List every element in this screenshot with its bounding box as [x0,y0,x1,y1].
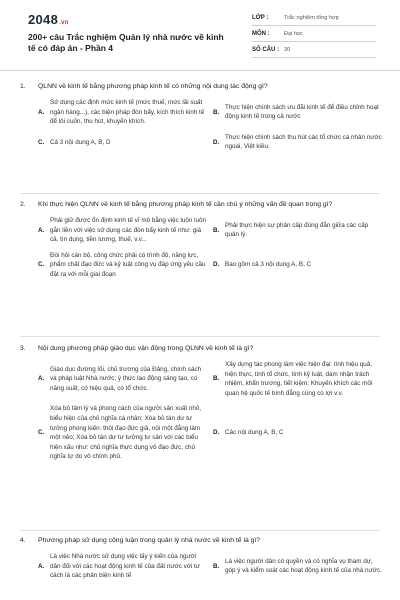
question-text: QLNN về kinh tế bằng phương pháp kinh tế có những nội dung tác động gì? [38,83,268,90]
question-header [20,200,382,210]
logo-main-text: 2048 [28,12,59,27]
document-meta [252,10,376,58]
options-grid [38,98,382,152]
question-4 [20,536,382,581]
option-letter: D. [213,261,220,269]
question-1 [20,82,382,152]
option-letter: D. [213,138,220,146]
option-text: Thực hiện chính sách thu hút các tổ chức cá nhân nước ngoài, Việt kiều. [225,133,382,151]
question-2 [20,200,382,280]
option-a[interactable] [38,552,207,581]
option-c[interactable] [38,404,207,462]
option-d[interactable] [213,251,382,280]
option-d[interactable] [213,133,382,152]
option-b[interactable] [213,216,382,245]
option-text: Là việc người dân có quyền và có nghĩa vụ tham dự, góp ý và kiểm soát các hoạt động kinh tế của nhà nước. [225,557,382,575]
meta-label: SỐ CÂU : [252,46,279,53]
option-letter: C. [38,138,45,146]
question-text: Phương pháp sử dụng công luận trong quản lý nhà nước về kinh tế là gì? [38,537,261,544]
option-text: Thực hiện chính sách ưu đãi kinh tế để điều chỉnh hoạt động kinh tế trong cả nước [225,103,379,121]
option-text: Giáo dục đường lối, chủ trương của Đảng, chính sách và pháp luật Nhà nước; ý thức lao động sáng tạo, có năng suất, có hiệu quả, có tổ chức. [50,365,202,392]
question-number: 1. [20,83,26,90]
option-text: Xây dựng tác phong làm việc hiện đại: tính hiệu quả, hiện thực, tính tổ chức, tính kỷ luật, dám nhận trách nhiệm, khẩn trương, tiết kiệm; Khuyến khích các mối quan hệ quốc tế bình đẳng cùng có lợi v.v. [225,361,373,397]
meta-label: LỚP : [252,14,269,21]
question-number: 2. [20,201,26,208]
option-d[interactable] [213,404,382,462]
meta-value: Trắc nghiệm tổng hợp [284,14,339,21]
options-grid [38,552,382,581]
question-header [20,82,382,92]
meta-row-class [252,10,376,26]
option-letter: B. [213,108,220,116]
option-letter: A. [38,375,45,383]
option-a[interactable] [38,360,207,398]
meta-row-count [252,42,376,58]
option-text: Xóa bỏ tâm lý và phong cách của người sản xuất nhỏ, biểu hiện của chủ nghĩa cá nhân; Xóa bỏ tàn dư tư tưởng phong kiến: thói đạo đức giả, nói một đằng làm một nẻo; Xóa bỏ tàn dư tư tưởng tư sản với các biểu hiện xấu như: chủ nghĩa thực dụng vô đạo đức, chủ nghĩa tự do vô chính phủ. [50,405,202,461]
question-header [20,536,382,546]
question-header [20,344,382,354]
document-title: 200+ câu Trắc nghiệm Quản lý nhà nước về kinh tế có đáp án - Phần 4 [28,32,224,53]
question-number: 4. [20,537,26,544]
meta-row-subject [252,26,376,42]
option-text: Các nội dung A, B, C [225,429,284,437]
option-text: Phải giữ được ổn định kinh tế vĩ mô bằng việc luôn luôn gắn liền với việc sử dụng các đòn bẩy kinh tế như: giá cả, tín dụng, tiền lương, thuế, v.v... [50,217,207,244]
option-text: Bao gồm cả 3 nội dung A, B, C [225,261,312,269]
option-c[interactable] [38,133,207,152]
question-text: Nội dung phương pháp giáo dục vận động trong QLNN về kinh tế là gì? [38,345,254,352]
options-grid [38,216,382,280]
option-a[interactable] [38,216,207,245]
option-letter: B. [213,226,220,234]
options-grid [38,360,382,462]
option-letter: C. [38,429,45,437]
option-letter: D. [213,429,220,437]
option-text: Là việc Nhà nước sử dụng việc lấy ý kiến của người dân đối với các hoạt động kinh tế của đất nước với tư cách là các phản biện kinh tế [50,553,200,580]
question-text: Khi thực hiện QLNN về kinh tế bằng phương pháp kinh tế cần chú ý những vấn đề quan trọng gì? [38,201,333,208]
option-letter: C. [38,261,45,269]
document-header [0,0,400,71]
question-separator [20,530,380,531]
meta-label: MÔN : [252,30,270,37]
option-b[interactable] [213,360,382,398]
option-letter: B. [213,375,220,383]
question-number: 3. [20,345,26,352]
meta-value: Đại học [284,30,303,37]
question-3 [20,344,382,462]
option-text: Cả 3 nội dung A, B, D [50,138,111,146]
option-c[interactable] [38,251,207,280]
option-b[interactable] [213,552,382,581]
option-letter: A. [38,226,45,234]
option-letter: A. [38,108,45,116]
option-b[interactable] [213,98,382,127]
question-separator [20,336,380,337]
meta-value: 30 [284,46,291,53]
option-letter: A. [38,562,45,570]
question-separator [20,193,380,194]
option-text: Sử dụng các định mức kinh tế (mức thuế, mức lãi suất ngân hàng...), các biện pháp đòn bẩy, kích thích kinh tế để lôi cuốn, thu hút, khuyến khích. [50,99,205,126]
option-a[interactable] [38,98,207,127]
option-letter: B. [213,562,220,570]
option-text: Đòi hỏi cán bộ, công chức phải có trình độ, năng lực, phẩm chất đạo đức và kỷ luật công vụ đáp ứng yêu cầu đặt ra với mỗi giai đoạn [50,251,206,278]
site-logo[interactable] [28,12,69,27]
logo-suffix-text: .vn [59,20,69,26]
option-text: Phải thực hiện sự phân cấp đúng đắn giữa các cấp quản lý. [225,221,369,239]
